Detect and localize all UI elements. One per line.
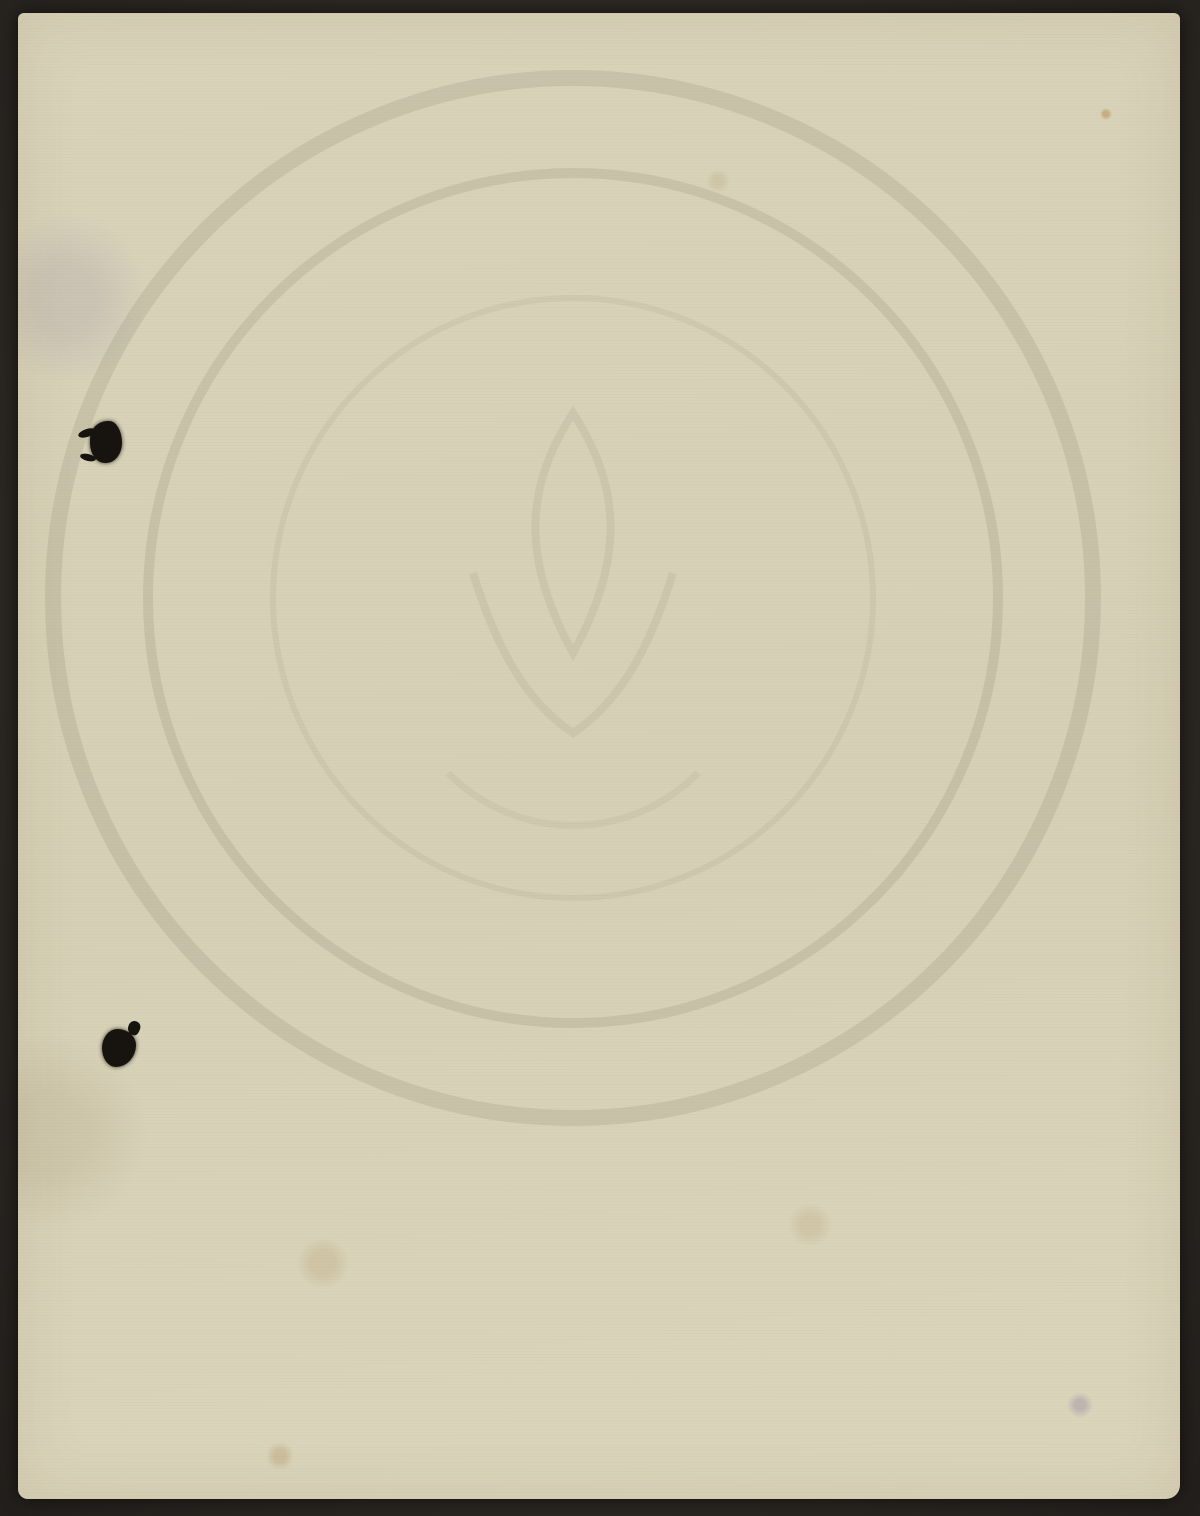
document-page [18, 13, 1180, 1499]
paper-hole-top [90, 421, 122, 463]
paper-hole-bottom [102, 1029, 136, 1067]
watermark-seal [18, 13, 1180, 1499]
